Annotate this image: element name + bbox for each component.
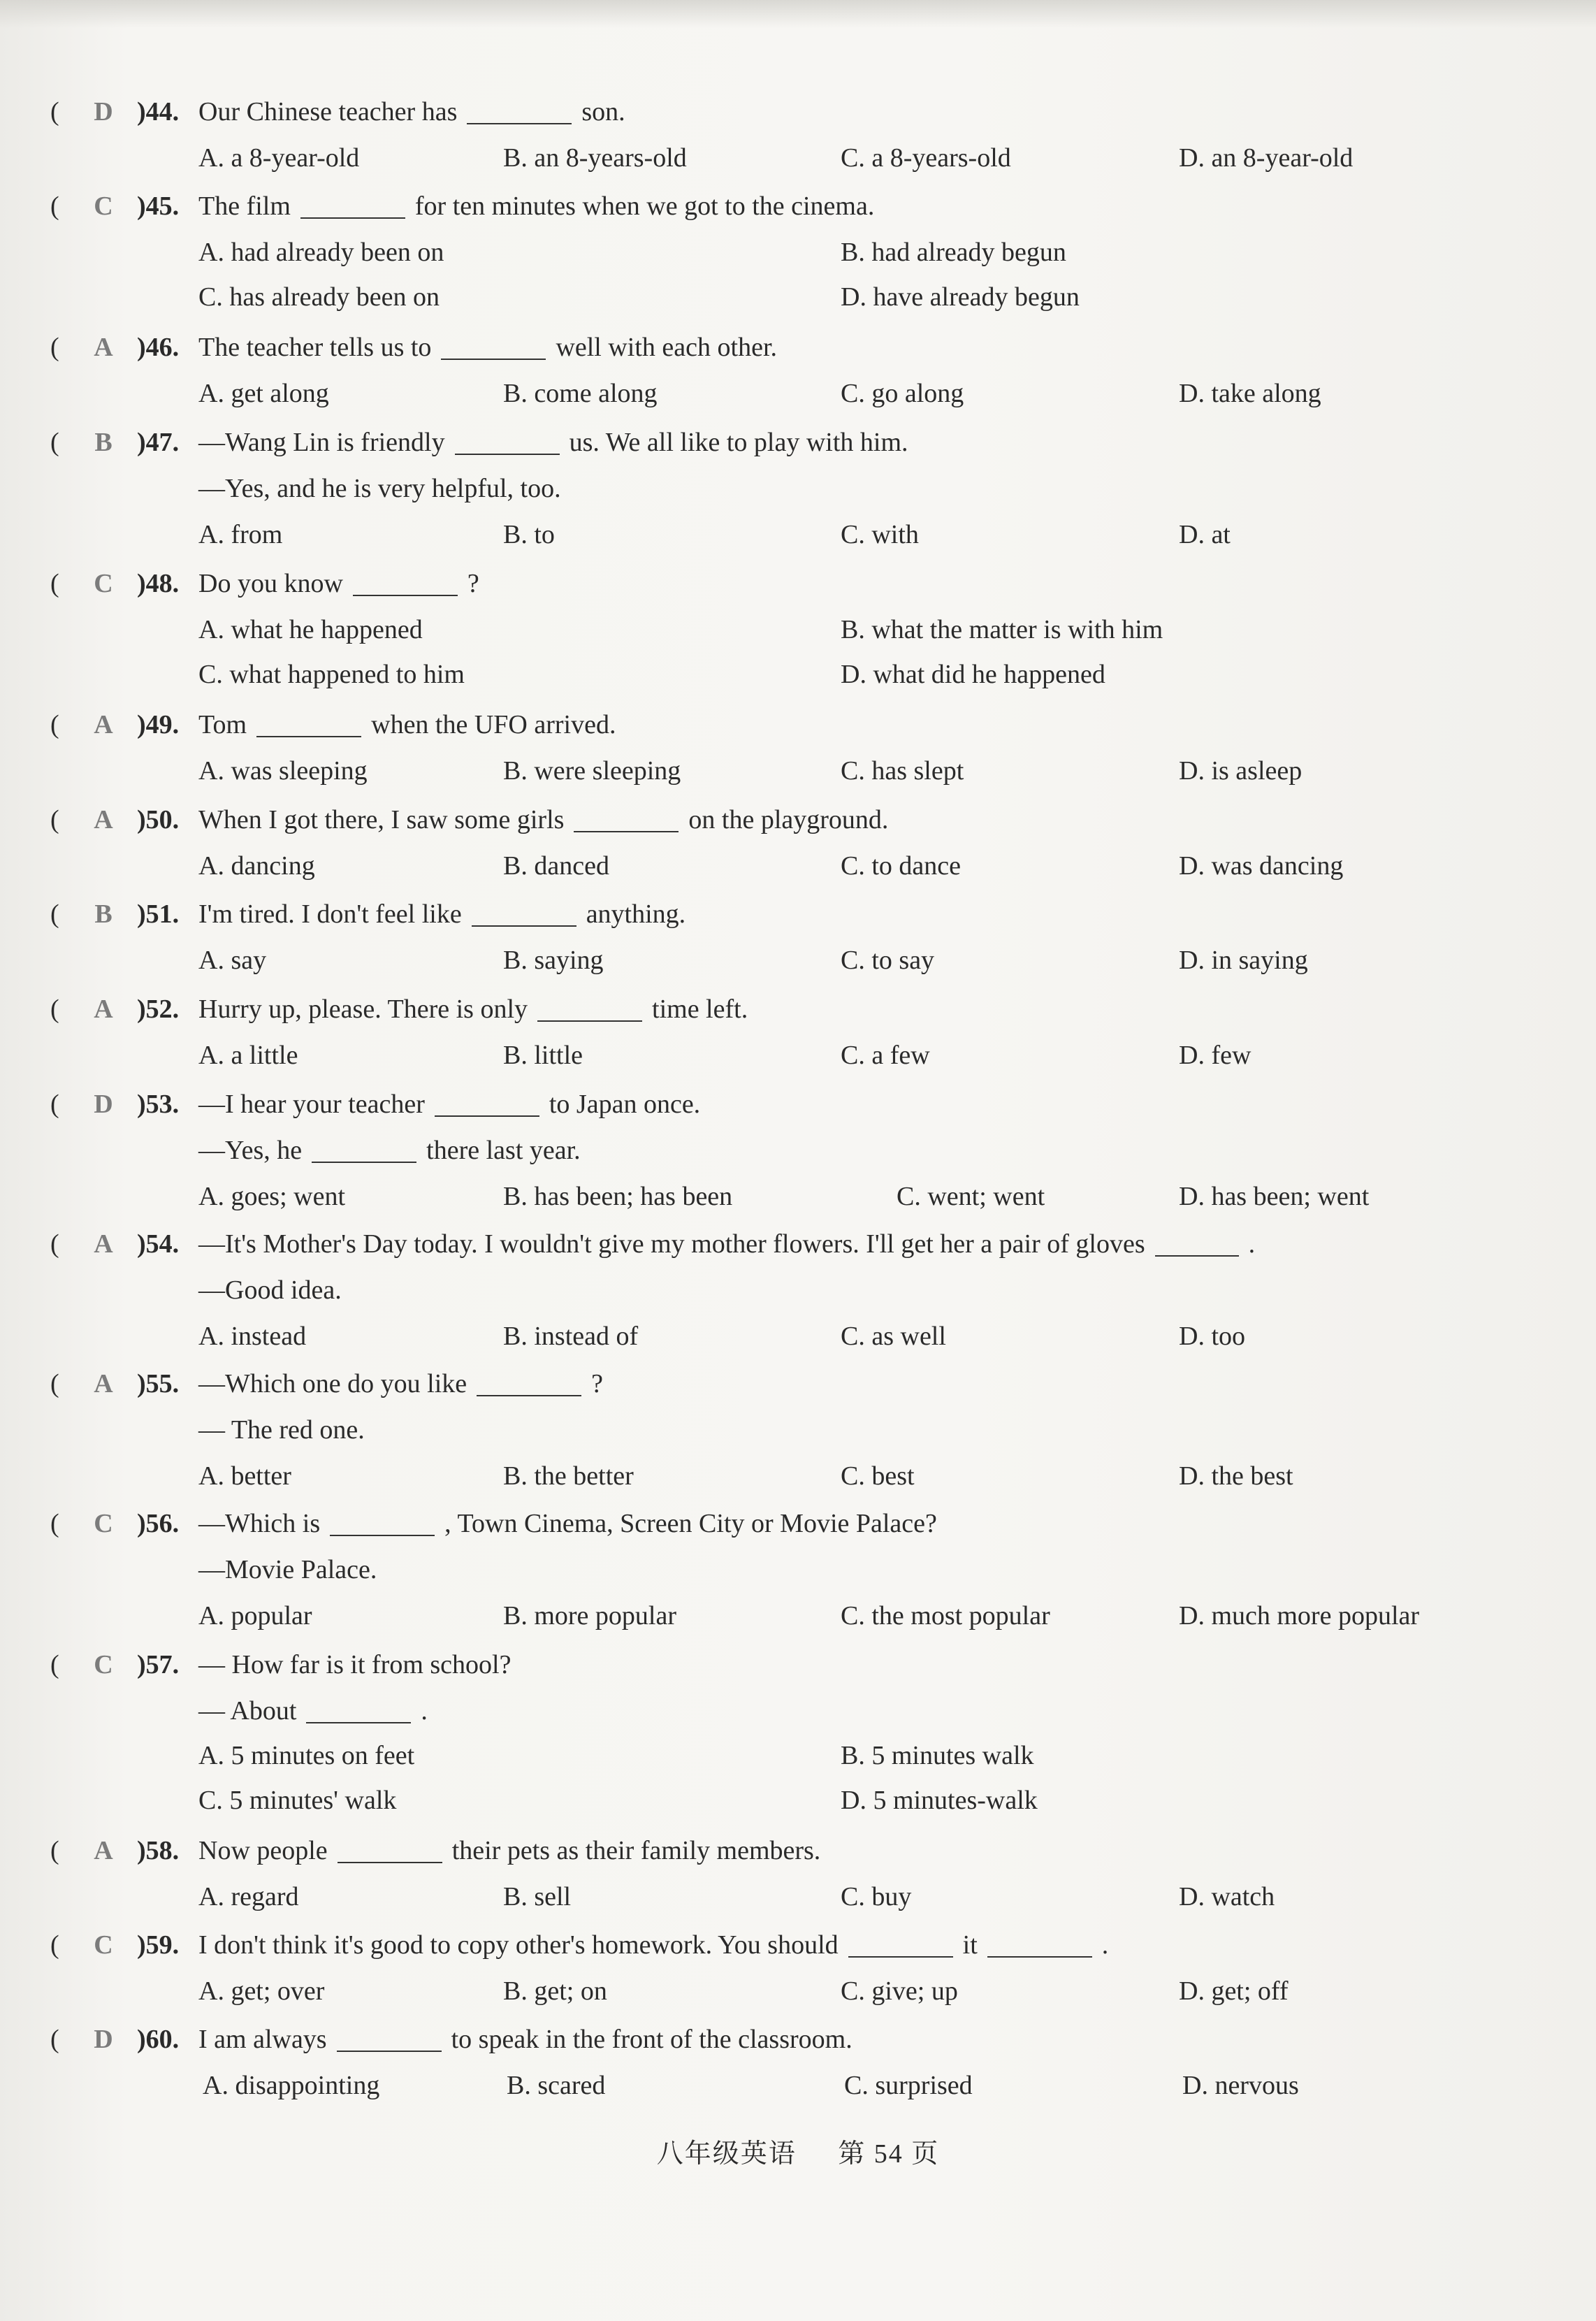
answer-blank (256, 711, 361, 737)
answer-mark: A (94, 1836, 113, 1865)
answer-blank (467, 98, 572, 124)
question-stem: —It's Mother's Day today. I wouldn't give my mother flowers. I'll get her a pair of gloves . (198, 1229, 1256, 1259)
answer-blank (306, 1697, 411, 1723)
option-b: B. what the matter is with him (841, 615, 1163, 644)
question-number: )60. (137, 2025, 180, 2054)
option-d: D. is asleep (1179, 756, 1303, 786)
question-number: )47. (137, 428, 180, 457)
dialogue-reply: — About . (198, 1696, 428, 1726)
question-number: )49. (137, 710, 180, 739)
question-number: )55. (137, 1369, 180, 1398)
option-d: D. was dancing (1179, 851, 1344, 881)
answer-mark: C (94, 1650, 113, 1679)
option-c: C. to dance (841, 851, 962, 881)
option-c: C. buy (841, 1882, 912, 1911)
scan-shadow (0, 0, 1596, 28)
answer-blank (1155, 1230, 1239, 1257)
page-footer (0, 2132, 1596, 2170)
option-b: B. come along (503, 379, 658, 408)
question-number: )45. (137, 191, 180, 221)
question-stem: — How far is it from school? (198, 1650, 512, 1679)
question-stem: The film for ten minutes when we got to the cinema. (198, 191, 875, 221)
paren-open: ( (50, 995, 59, 1024)
answer-blank (337, 2025, 442, 2052)
option-b: B. more popular (503, 1601, 677, 1631)
question-number: )48. (137, 569, 180, 598)
answer-blank (848, 1931, 953, 1958)
question-stem: Hurry up, please. There is only time left. (198, 995, 748, 1024)
answer-mark: D (94, 2025, 113, 2054)
question-number: )53. (137, 1090, 180, 1119)
option-c: C. give; up (841, 1976, 958, 2006)
option-a: A. 5 minutes on feet (198, 1741, 415, 1770)
option-a: A. popular (198, 1601, 312, 1631)
question-number: )58. (137, 1836, 180, 1865)
question-stem: —Which one do you like ? (198, 1369, 604, 1398)
answer-mark: B (94, 899, 113, 929)
dialogue-reply: —Yes, he there last year. (198, 1136, 581, 1165)
option-c: C. with (841, 520, 919, 549)
question-stem: I don't think it's good to copy other's homework. You should it . (198, 1930, 1109, 1960)
option-c: C. 5 minutes' walk (198, 1786, 397, 1815)
option-a: A. say (198, 946, 267, 975)
option-d: D. has been; went (1179, 1182, 1370, 1211)
option-c: C. has slept (841, 756, 964, 786)
dialogue-reply: —Movie Palace. (198, 1555, 377, 1584)
option-d: D. an 8-year-old (1179, 143, 1354, 173)
option-b: B. to (503, 520, 555, 549)
question-number: )50. (137, 805, 180, 834)
option-b: B. an 8-years-old (503, 143, 687, 173)
option-c: C. to say (841, 946, 935, 975)
question-stem: —Wang Lin is friendly us. We all like to play with him. (198, 428, 908, 457)
option-d: D. few (1179, 1041, 1252, 1070)
question-number: )52. (137, 995, 180, 1024)
question-stem: I am always to speak in the front of the classroom. (198, 2025, 853, 2054)
option-a: A. had already been on (198, 238, 444, 267)
answer-mark: C (94, 1509, 113, 1538)
paren-open: ( (50, 1509, 59, 1538)
option-d: D. in saying (1179, 946, 1308, 975)
option-a: A. get; over (198, 1976, 325, 2006)
option-b: B. scared (507, 2071, 606, 2100)
answer-blank (987, 1931, 1092, 1958)
option-a: A. was sleeping (198, 756, 368, 786)
question-stem: Tom when the UFO arrived. (198, 710, 616, 739)
option-d: D. much more popular (1179, 1601, 1420, 1631)
paren-open: ( (50, 191, 59, 221)
question-number: )51. (137, 899, 180, 929)
option-d: D. at (1179, 520, 1231, 549)
option-b: B. had already begun (841, 238, 1066, 267)
page-number: 第 54 页 (838, 2139, 940, 2169)
option-a: A. a 8-year-old (198, 143, 360, 173)
option-b: B. were sleeping (503, 756, 681, 786)
dialogue-reply: —Yes, and he is very helpful, too. (198, 474, 561, 503)
answer-blank (537, 995, 642, 1022)
paren-open: ( (50, 899, 59, 929)
answer-mark: D (94, 1090, 113, 1119)
option-c: C. go along (841, 379, 964, 408)
paren-open: ( (50, 569, 59, 598)
answer-mark: A (94, 710, 113, 739)
option-a: A. regard (198, 1882, 299, 1911)
option-a: A. disappointing (203, 2071, 380, 2100)
paren-open: ( (50, 333, 59, 362)
option-c: C. the most popular (841, 1601, 1050, 1631)
option-b: B. little (503, 1041, 583, 1070)
question-number: )44. (137, 97, 180, 126)
answer-mark: D (94, 97, 113, 126)
question-stem: I'm tired. I don't feel like anything. (198, 899, 686, 929)
paren-open: ( (50, 1650, 59, 1679)
option-d: D. take along (1179, 379, 1321, 408)
option-a: A. instead (198, 1322, 307, 1351)
answer-blank (435, 1090, 539, 1117)
option-c: C. what happened to him (198, 660, 465, 689)
option-a: A. better (198, 1461, 291, 1491)
option-d: D. have already begun (841, 282, 1080, 312)
option-a: A. from (198, 520, 283, 549)
answer-mark: A (94, 805, 113, 834)
paren-open: ( (50, 1836, 59, 1865)
option-b: B. saying (503, 946, 604, 975)
option-b: B. 5 minutes walk (841, 1741, 1034, 1770)
option-c: C. has already been on (198, 282, 440, 312)
question-stem: When I got there, I saw some girls on the playground. (198, 805, 889, 834)
option-c: C. went; went (897, 1182, 1045, 1211)
option-d: D. 5 minutes-walk (841, 1786, 1038, 1815)
option-b: B. has been; has been (503, 1182, 733, 1211)
answer-blank (353, 570, 458, 596)
option-c: C. surprised (844, 2071, 973, 2100)
answer-blank (472, 900, 576, 927)
answer-blank (455, 428, 560, 455)
option-b: B. get; on (503, 1976, 607, 2006)
paren-open: ( (50, 97, 59, 126)
option-a: A. goes; went (198, 1182, 346, 1211)
answer-mark: A (94, 333, 113, 362)
answer-mark: A (94, 995, 113, 1024)
question-stem: Do you know ? (198, 569, 479, 598)
option-b: B. instead of (503, 1322, 639, 1351)
option-c: C. a 8-years-old (841, 143, 1011, 173)
question-number: )46. (137, 333, 180, 362)
option-b: B. the better (503, 1461, 634, 1491)
question-number: )54. (137, 1229, 180, 1259)
paren-open: ( (50, 2025, 59, 2054)
answer-mark: C (94, 191, 113, 221)
answer-blank (330, 1510, 435, 1536)
paren-open: ( (50, 1090, 59, 1119)
dialogue-reply: — The red one. (198, 1415, 365, 1445)
paren-open: ( (50, 805, 59, 834)
answer-mark: B (94, 428, 113, 457)
option-b: B. sell (503, 1882, 572, 1911)
option-c: C. a few (841, 1041, 930, 1070)
question-stem: —Which is , Town Cinema, Screen City or Movie Palace? (198, 1509, 937, 1538)
option-d: D. what did he happened (841, 660, 1105, 689)
option-a: A. what he happened (198, 615, 423, 644)
question-stem: Now people their pets as their family members. (198, 1836, 821, 1865)
paren-open: ( (50, 428, 59, 457)
answer-blank (441, 333, 546, 360)
paren-open: ( (50, 1930, 59, 1960)
option-d: D. too (1179, 1322, 1245, 1351)
question-number: )57. (137, 1650, 180, 1679)
option-a: A. get along (198, 379, 329, 408)
question-stem: —I hear your teacher to Japan once. (198, 1090, 701, 1119)
answer-mark: A (94, 1369, 113, 1398)
question-stem: The teacher tells us to well with each other. (198, 333, 777, 362)
question-number: )59. (137, 1930, 180, 1960)
option-d: D. get; off (1179, 1976, 1289, 2006)
footer-subject: 八年级英语 (656, 2139, 797, 2169)
paren-open: ( (50, 710, 59, 739)
question-number: )56. (137, 1509, 180, 1538)
answer-blank (477, 1370, 581, 1396)
answer-blank (338, 1837, 442, 1863)
option-d: D. the best (1179, 1461, 1293, 1491)
option-b: B. danced (503, 851, 609, 881)
paren-open: ( (50, 1229, 59, 1259)
answer-mark: A (94, 1229, 113, 1259)
answer-blank (574, 806, 679, 832)
question-stem: Our Chinese teacher has son. (198, 97, 625, 126)
option-d: D. watch (1179, 1882, 1275, 1911)
dialogue-reply: —Good idea. (198, 1275, 342, 1305)
paren-open: ( (50, 1369, 59, 1398)
option-c: C. as well (841, 1322, 946, 1351)
option-c: C. best (841, 1461, 915, 1491)
answer-mark: C (94, 569, 113, 598)
answer-mark: C (94, 1930, 113, 1960)
option-a: A. dancing (198, 851, 315, 881)
option-a: A. a little (198, 1041, 298, 1070)
answer-blank (312, 1136, 416, 1163)
answer-blank (300, 192, 405, 219)
option-d: D. nervous (1182, 2071, 1299, 2100)
